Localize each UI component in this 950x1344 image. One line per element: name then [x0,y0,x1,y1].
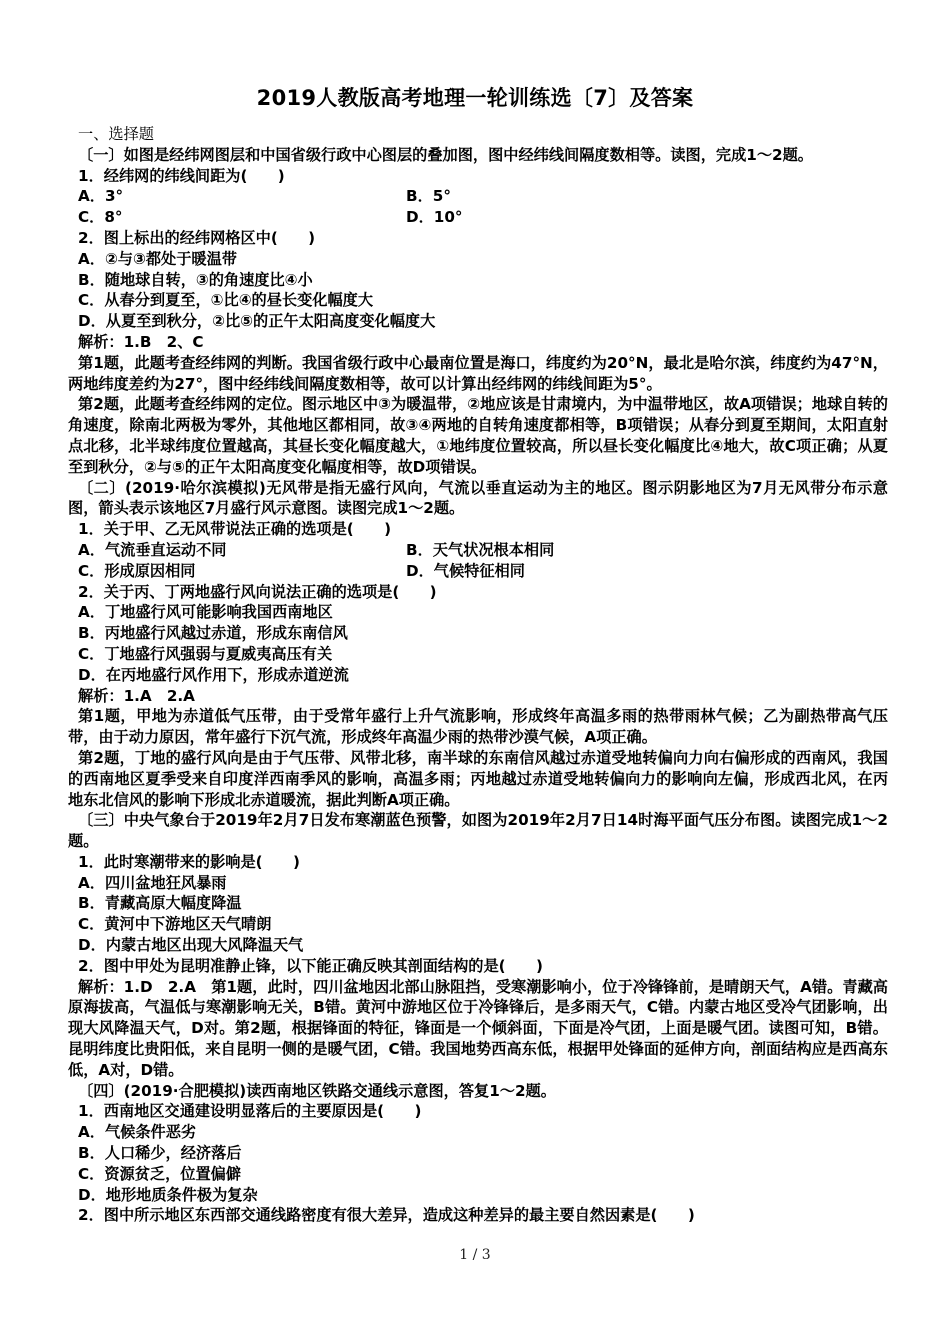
group1-question-2: 2．图上标出的经纬网格区中( ) [78,228,316,247]
group3-question-2: 2．图中甲处为昆明准静止锋，以下能正确反映其剖面结构的是( ) [78,956,543,975]
option-d: D．内蒙古地区出现大风降温天气 [78,936,304,955]
option-a: A．3° [78,187,124,206]
option-b: B．天气状况根本相同 [406,540,555,559]
option-d: D．10° [406,208,463,227]
option-d: D．地形地质条件极为复杂 [78,1185,258,1204]
group1-q1-options-row2 [68,207,888,228]
option-d: D．从夏至到秋分，②比⑤的正午太阳高度变化幅度大 [78,312,436,331]
group2-explanation-1: 第1题，甲地为赤道低气压带，由于受常年盛行上升气流影响，形成终年高温多雨的热带雨林气候；乙为副热带高气压带，由于动力原因，常年盛行下沉气流，形成终年高温少雨的热带沙漠气候，A项正确。 [68,707,888,747]
option-b: B．随地球自转，③的角速度比④小 [78,270,313,289]
section-heading: 一、选择题 [78,125,154,143]
group2-question-1: 1．关于甲、乙无风带说法正确的选项是( ) [78,520,392,539]
option-c: C．8° [78,208,123,227]
group2-question-2: 2．关于丙、丁两地盛行风向说法正确的选项是( ) [78,582,437,601]
group3-question-1: 1．此时寒潮带来的影响是( ) [78,852,300,871]
option-c: C．从春分到夏至，①比④的昼长变化幅度大 [78,291,374,310]
option-a: A．②与③都处于暖温带 [78,249,237,268]
group2-intro: 〔二〕(2019·哈尔滨模拟)无风带是指无盛行风向，气流以垂直运动为主的地区。图示阴影地区为7月无风带分布示意图，箭头表示该地区7月盛行风示意图。读图完成1～2题。 [68,478,888,518]
page-number: 1 / 3 [459,1247,491,1263]
group4-question-2: 2．图中所示地区东西部交通线路密度有很大差异，造成这种差异的最主要自然因素是( ) [78,1206,695,1225]
option-a: A．气流垂直运动不同 [78,540,227,559]
group1-question-1: 1．经纬网的纬线间距为( ) [78,166,285,185]
group2-q1-options-row2 [68,561,888,582]
option-a: A．气候条件恶劣 [78,1123,197,1142]
option-c: C．黄河中下游地区天气晴朗 [78,915,272,934]
group3-intro: 〔三〕中央气象台于2019年2月7日发布寒潮蓝色预警，如图为2019年2月7日14时海平面气压分布图。读图完成1～2题。 [68,811,888,851]
option-a: A．丁地盛行风可能影响我国西南地区 [78,603,333,622]
group1-intro: 〔一〕如图是经纬网图层和中国省级行政中心图层的叠加图，图中经纬线间隔度数相等。读图，完成1～2题。 [78,145,813,164]
document-title: 2019人教版高考地理一轮训练选〔7〕及答案 [256,86,694,110]
option-c: C．形成原因相同 [78,561,196,580]
document-body [68,124,888,1226]
group1-q1-options-row1 [68,186,888,207]
option-d: D．气候特征相同 [406,561,525,580]
option-d: D．在丙地盛行风作用下，形成赤道逆流 [78,665,349,684]
group4-question-1: 1．西南地区交通建设明显落后的主要原因是( ) [78,1102,422,1121]
group4-intro: 〔四〕(2019·合肥模拟)读西南地区铁路交通线示意图，答复1～2题。 [78,1081,556,1100]
option-b: B．丙地盛行风越过赤道，形成东南信风 [78,624,348,643]
option-a: A．四川盆地狂风暴雨 [78,873,227,892]
group1-explanation-1: 第1题，此题考查经纬网的判断。我国省级行政中心最南位置是海口，纬度约为20°N，最北是哈尔滨，纬度约为47°N，两地纬度差约为27°，图中经纬线间隔度数相等，故可以计算出经纬网的纬线间距为5°。 [68,353,888,393]
option-c: C．丁地盛行风强弱与夏威夷高压有关 [78,644,333,663]
group3-explanation: 解析：1.D 2.A 第1题，此时，四川盆地因北部山脉阻挡，受寒潮影响小，位于冷锋锋前，是晴朗天气，A错。青藏高原海拔高，气温低与寒潮影响无关，B错。黄河中游地区位于冷锋锋后，是多雨天气，C错。内蒙古地区受冷气团影响，出现大风降温天气，D对。第2题，根据锋面的特征，锋面是一个倾斜面，下面是冷气团，上面是暖气团。读图可知，B错。昆明纬度比贵阳低，来自昆明一侧的是暖气团，C错。我国地势西高东低，根据甲处锋面的延伸方向，剖面结构应是西高东低，A对，D错。 [68,977,888,1079]
option-b: B．5° [406,187,451,206]
group1-answer: 解析：1.B 2、C [78,332,204,351]
group2-q1-options-row1 [68,540,888,561]
group2-explanation-2: 第2题，丁地的盛行风向是由于气压带、风带北移，南半球的东南信风越过赤道受地转偏向力向右偏形成的西南风，我国的西南地区夏季受来自印度洋西南季风的影响，高温多雨；丙地越过赤道受地转偏向力的影响向左偏，形成西北风，在丙地东北信风的影响下形成北赤道暖流，据此判断A项正确。 [68,748,888,809]
group2-answer: 解析：1.A 2.A [78,686,195,705]
option-b: B．人口稀少，经济落后 [78,1144,242,1163]
option-c: C．资源贫乏，位置偏僻 [78,1164,242,1183]
option-b: B．青藏高原大幅度降温 [78,894,242,913]
group1-explanation-2: 第2题，此题考查经纬网的定位。图示地区中③为暖温带，②地应该是甘肃境内，为中温带地区，故A项错误；地球自转的角速度，除南北两极为零外，其他地区都相同，故③④两地的自转角速度都相等，B项错误；从春分到夏至期间，太阳直射点北移，北半球纬度位置越高，其昼长变化幅度越大，①地纬度位置较高，所以昼长变化幅度比④地大，故C项正确；从夏至到秋分，②与⑤的正午太阳高度变化幅度相等，故D项错误。 [68,395,888,476]
